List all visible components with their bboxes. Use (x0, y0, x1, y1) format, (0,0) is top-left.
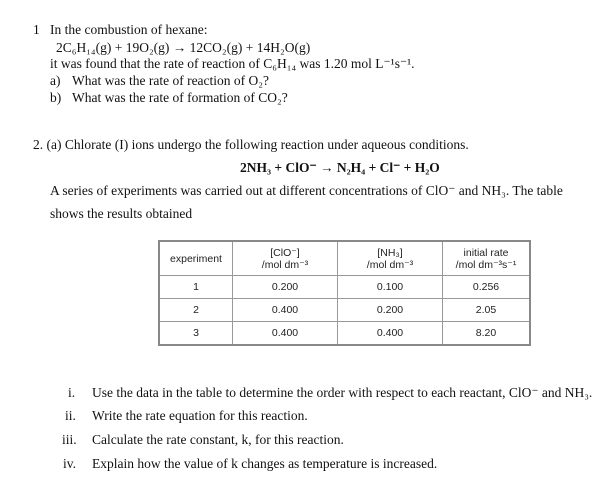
cell: 0.200 (338, 299, 443, 322)
cell: 0.400 (233, 322, 338, 346)
q1-number: 1 (33, 22, 40, 37)
q2-description: A series of experiments was carried out at different concentrations of ClO⁻ and NH₃. The table (50, 183, 563, 198)
cell: 8.20 (443, 322, 531, 346)
q1-part-label: a) (50, 73, 61, 88)
cell: 2 (159, 299, 233, 322)
q2-intro: 2. (a) Chlorate (I) ions undergo the following reaction under aqueous conditions. (33, 137, 469, 152)
cell: 3 (159, 322, 233, 346)
subquestion-label: ii. (65, 408, 76, 423)
table-row (159, 299, 530, 322)
q1-part-label: b) (50, 90, 62, 105)
q1-part-text: What was the rate of reaction of O₂? (72, 73, 269, 88)
subquestion-label: iii. (62, 432, 77, 447)
q1-statement: it was found that the rate of reaction of C₆H₁₄ was 1.20 mol L⁻¹s⁻¹. (50, 56, 415, 71)
cell: 0.400 (338, 322, 443, 346)
table-header-row (159, 241, 530, 276)
subquestion-text: Write the rate equation for this reaction. (92, 408, 308, 423)
subquestion-text: Calculate the rate constant, k, for this reaction. (92, 432, 344, 447)
subquestion-text: Explain how the value of k changes as temperature is increased. (92, 456, 438, 471)
header-cell: [ClO⁻] /mol dm⁻³ (233, 241, 338, 276)
results-table (158, 240, 531, 346)
cell: 0.100 (338, 276, 443, 299)
subquestion-text: Use the data in the table to determine the order with respect to each reactant, ClO⁻ and NH₃. (92, 385, 593, 400)
header-cell: experiment (159, 241, 233, 276)
subquestion-label: i. (68, 385, 76, 400)
header-cell: initial rate /mol dm⁻³s⁻¹ (443, 241, 531, 276)
cell: 0.256 (443, 276, 531, 299)
cell: 0.400 (233, 299, 338, 322)
q1-equation: 2C₆H₁₄(g) + 19O₂(g) → 12CO₂(g) + 14H₂O(g) (56, 40, 311, 55)
q2-equation: 2NH₃ + ClO⁻ → N₂H₄ + Cl⁻ + H₂O (240, 160, 440, 175)
table-row (159, 276, 530, 299)
q1-intro: In the combustion of hexane: (50, 22, 208, 37)
q1-part-text: What was the rate of formation of CO₂? (72, 90, 288, 105)
subquestion-label: iv. (63, 456, 76, 471)
q2-description: shows the results obtained (50, 206, 193, 221)
cell: 0.200 (233, 276, 338, 299)
table-row (159, 322, 530, 346)
cell: 2.05 (443, 299, 531, 322)
cell: 1 (159, 276, 233, 299)
header-cell: [NH₃] /mol dm⁻³ (338, 241, 443, 276)
